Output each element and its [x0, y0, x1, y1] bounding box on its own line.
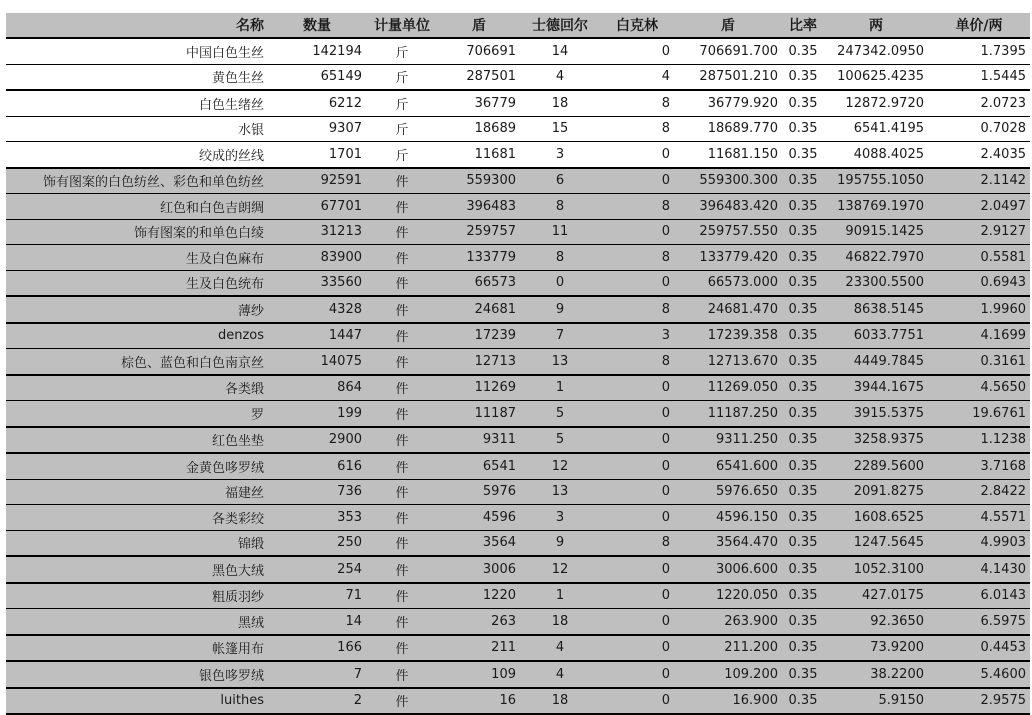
header-dun: 盾 — [438, 13, 520, 38]
cell-unit: 件 — [366, 609, 438, 635]
cell-dun-total: 259757.550 — [674, 219, 782, 245]
cell-unit: 件 — [366, 349, 438, 375]
cell-name: 红色坐垫 — [6, 427, 268, 454]
cell-ratio: 0.35 — [782, 688, 824, 715]
cell-dun-total: 18689.770 — [707, 121, 778, 137]
cell-unit: 斤 — [395, 71, 409, 87]
cell-unit: 斤 — [395, 45, 409, 61]
cell-unit-price: 6.0143 — [928, 583, 1030, 609]
cell-liang: 6541.4195 — [853, 121, 924, 137]
cell-liang: 3258.9375 — [824, 427, 928, 454]
cell-qty: 4328 — [268, 296, 366, 323]
cell-name: 各类缎 — [6, 375, 268, 401]
cell-penning: 8 — [600, 349, 674, 375]
cell-liang: 73.9200 — [824, 635, 928, 662]
cell-unit-price: 4.9903 — [928, 530, 1030, 556]
header-penning: 白克林 — [600, 13, 674, 38]
cell-penning: 0 — [600, 168, 674, 194]
cell-penning: 0 — [661, 43, 670, 59]
cell-dun: 12713 — [438, 349, 520, 375]
header-dun-total: 盾 — [674, 13, 782, 38]
table-row — [6, 64, 1030, 90]
cell-unit: 件 — [366, 296, 438, 323]
cell-unit-price: 0.7028 — [980, 121, 1026, 137]
cell-stuiver: 13 — [520, 349, 600, 375]
cell-unit: 件 — [366, 530, 438, 556]
cell-unit: 件 — [366, 556, 438, 583]
cell-unit-price: 19.6761 — [928, 401, 1030, 427]
cell-unit: 件 — [366, 635, 438, 662]
cell-unit: 斤 — [395, 97, 409, 113]
cell-unit-price: 4.5650 — [928, 375, 1030, 401]
cell-name: 生及白色麻布 — [6, 245, 268, 271]
cell-liang: 8638.5145 — [824, 296, 928, 323]
cell-liang: 4088.4025 — [853, 146, 924, 162]
cell-penning: 8 — [600, 194, 674, 220]
table-row — [6, 479, 1030, 505]
cell-penning: 8 — [600, 245, 674, 271]
cell-unit: 件 — [366, 479, 438, 505]
header-qty: 数量 — [268, 13, 366, 38]
cell-liang: 46822.7970 — [824, 245, 928, 271]
cell-ratio: 0.35 — [788, 146, 818, 162]
cell-name: 生及白色统布 — [6, 270, 268, 296]
cell-stuiver: 1 — [520, 375, 600, 401]
cell-penning: 0 — [600, 635, 674, 662]
header-ratio: 比率 — [782, 13, 824, 38]
cell-dun: 109 — [438, 661, 520, 688]
cell-qty: 6212 — [328, 95, 362, 111]
cell-liang: 92.3650 — [824, 609, 928, 635]
cell-name: 福建丝 — [6, 479, 268, 505]
cell-unit: 斤 — [395, 148, 409, 164]
cell-unit: 件 — [366, 688, 438, 715]
cell-dun-total: 66573.000 — [674, 270, 782, 296]
cell-name: 黄色生丝 — [211, 71, 264, 87]
cell-penning: 0 — [600, 505, 674, 531]
cell-qty: 71 — [268, 583, 366, 609]
cell-qty: 92591 — [268, 168, 366, 194]
cell-unit: 斤 — [395, 123, 409, 139]
cell-ratio: 0.35 — [782, 530, 824, 556]
header-name: 名称 — [6, 13, 268, 38]
cell-name: 棕色、蓝色和白色南京丝 — [6, 349, 268, 375]
cell-stuiver: 8 — [520, 245, 600, 271]
cell-liang: 247342.0950 — [837, 43, 924, 59]
cell-liang: 2289.5600 — [824, 453, 928, 479]
cell-dun: 16 — [438, 688, 520, 715]
table-row — [6, 194, 1030, 220]
cell-unit: 件 — [366, 583, 438, 609]
cell-name: 绞成的丝线 — [198, 148, 264, 164]
cell-unit-price: 1.5445 — [980, 69, 1026, 85]
cell-penning: 0 — [600, 375, 674, 401]
cell-ratio: 0.35 — [782, 168, 824, 194]
cell-unit: 件 — [366, 168, 438, 194]
cell-dun: 24681 — [438, 296, 520, 323]
cell-dun-total: 263.900 — [674, 609, 782, 635]
cell-stuiver: 4 — [555, 69, 565, 85]
cell-unit-price: 3.7168 — [928, 453, 1030, 479]
cell-dun-total: 5976.650 — [674, 479, 782, 505]
cell-ratio: 0.35 — [782, 349, 824, 375]
cell-ratio: 0.35 — [788, 95, 818, 111]
cell-stuiver: 8 — [520, 194, 600, 220]
cell-ratio: 0.35 — [782, 556, 824, 583]
table-row — [6, 116, 1030, 142]
cell-dun: 259757 — [438, 219, 520, 245]
table-row — [6, 375, 1030, 401]
cell-penning: 4 — [661, 69, 670, 85]
cell-ratio: 0.35 — [782, 323, 824, 349]
table-row — [6, 142, 1030, 168]
table-row — [6, 505, 1030, 531]
cell-liang: 3944.1675 — [824, 375, 928, 401]
cell-dun: 11187 — [438, 401, 520, 427]
cell-unit-price: 2.9575 — [928, 688, 1030, 715]
cell-qty: 9307 — [328, 121, 362, 137]
table-row — [6, 90, 1030, 116]
cell-qty: 1701 — [328, 146, 362, 162]
cell-name: 银色哆罗绒 — [6, 661, 268, 688]
cell-ratio: 0.35 — [782, 661, 824, 688]
cell-unit-price: 0.3161 — [928, 349, 1030, 375]
cell-qty: 83900 — [268, 245, 366, 271]
cell-liang: 195755.1050 — [824, 168, 928, 194]
cell-dun-total: 3564.470 — [674, 530, 782, 556]
cell-unit: 件 — [366, 427, 438, 454]
cell-liang: 6033.7751 — [824, 323, 928, 349]
cell-dun-total: 24681.470 — [674, 296, 782, 323]
cell-unit-price: 0.6943 — [928, 270, 1030, 296]
cell-liang: 2091.8275 — [824, 479, 928, 505]
cell-stuiver: 12 — [520, 556, 600, 583]
cell-liang: 1608.6525 — [824, 505, 928, 531]
cell-penning: 8 — [661, 95, 670, 111]
cell-stuiver: 11 — [520, 219, 600, 245]
cell-dun-total: 559300.300 — [674, 168, 782, 194]
cell-unit-price: 2.0723 — [980, 95, 1026, 111]
cell-dun-total: 211.200 — [674, 635, 782, 662]
cell-qty: 33560 — [268, 270, 366, 296]
cell-unit: 件 — [366, 375, 438, 401]
cell-unit-price: 0.5581 — [928, 245, 1030, 271]
cell-stuiver: 15 — [551, 121, 569, 137]
cell-stuiver: 7 — [520, 323, 600, 349]
cell-ratio: 0.35 — [782, 194, 824, 220]
cell-dun: 263 — [438, 609, 520, 635]
table-row — [6, 349, 1030, 375]
cell-qty: 254 — [268, 556, 366, 583]
cell-name: 粗质羽纱 — [6, 583, 268, 609]
cell-stuiver: 18 — [551, 95, 569, 111]
cell-unit: 件 — [366, 245, 438, 271]
table-row — [6, 270, 1030, 296]
table-row — [6, 609, 1030, 635]
cell-dun: 287501 — [466, 69, 516, 85]
cell-dun-total: 11681.150 — [707, 146, 778, 162]
cell-liang: 4449.7845 — [824, 349, 928, 375]
cell-liang: 100625.4235 — [837, 69, 924, 85]
cell-ratio: 0.35 — [782, 583, 824, 609]
cell-unit: 件 — [366, 323, 438, 349]
cell-dun: 4596 — [438, 505, 520, 531]
cell-penning: 8 — [600, 530, 674, 556]
cell-stuiver: 14 — [551, 43, 569, 59]
cell-name: luithes — [6, 688, 268, 715]
cell-qty: 199 — [268, 401, 366, 427]
cell-qty: 616 — [268, 453, 366, 479]
cell-dun: 706691 — [466, 43, 516, 59]
cell-dun-total: 12713.670 — [674, 349, 782, 375]
cell-liang: 1247.5645 — [824, 530, 928, 556]
cell-dun: 211 — [438, 635, 520, 662]
cell-dun-total: 11187.250 — [674, 401, 782, 427]
cell-unit-price: 1.7395 — [980, 43, 1026, 59]
cell-unit: 件 — [366, 194, 438, 220]
cell-name: denzos — [6, 323, 268, 349]
header-unit-price: 单价/两 — [928, 13, 1030, 38]
cell-ratio: 0.35 — [782, 245, 824, 271]
cell-stuiver: 12 — [520, 453, 600, 479]
cell-unit: 件 — [366, 219, 438, 245]
data-table — [6, 13, 1030, 715]
cell-penning: 3 — [600, 323, 674, 349]
cell-stuiver: 18 — [520, 609, 600, 635]
cell-qty: 31213 — [268, 219, 366, 245]
cell-dun: 66573 — [438, 270, 520, 296]
cell-liang: 23300.5500 — [824, 270, 928, 296]
cell-stuiver: 13 — [520, 479, 600, 505]
cell-stuiver: 3 — [520, 505, 600, 531]
cell-stuiver: 6 — [520, 168, 600, 194]
cell-unit: 件 — [366, 401, 438, 427]
cell-ratio: 0.35 — [782, 453, 824, 479]
cell-stuiver: 3 — [555, 146, 565, 162]
cell-qty: 1447 — [268, 323, 366, 349]
cell-penning: 0 — [661, 146, 670, 162]
cell-dun: 396483 — [438, 194, 520, 220]
cell-qty: 736 — [268, 479, 366, 505]
cell-dun: 36779 — [474, 95, 516, 111]
cell-qty: 864 — [268, 375, 366, 401]
table-row — [6, 168, 1030, 194]
cell-qty: 142194 — [312, 43, 362, 59]
cell-dun: 3006 — [438, 556, 520, 583]
cell-name: 红色和白色吉朗绸 — [6, 194, 268, 220]
cell-name: 中国白色生丝 — [185, 45, 264, 61]
cell-ratio: 0.35 — [788, 121, 818, 137]
cell-dun-total: 4596.150 — [674, 505, 782, 531]
header-unit: 计量单位 — [366, 13, 438, 38]
table-row — [6, 583, 1030, 609]
table-header — [6, 13, 1030, 38]
cell-ratio: 0.35 — [782, 609, 824, 635]
table-row — [6, 661, 1030, 688]
cell-stuiver: 1 — [520, 583, 600, 609]
cell-qty: 2900 — [268, 427, 366, 454]
cell-name: 金黄色哆罗绒 — [6, 453, 268, 479]
cell-ratio: 0.35 — [782, 219, 824, 245]
cell-dun: 3564 — [438, 530, 520, 556]
cell-qty: 7 — [268, 661, 366, 688]
cell-dun: 17239 — [438, 323, 520, 349]
cell-ratio: 0.35 — [788, 43, 818, 59]
cell-penning: 0 — [600, 270, 674, 296]
cell-name: 薄纱 — [6, 296, 268, 323]
cell-dun-total: 109.200 — [674, 661, 782, 688]
cell-unit-price: 2.9127 — [928, 219, 1030, 245]
cell-liang: 3915.5375 — [824, 401, 928, 427]
table-row — [6, 245, 1030, 271]
cell-stuiver: 0 — [520, 270, 600, 296]
cell-dun-total: 9311.250 — [674, 427, 782, 454]
cell-ratio: 0.35 — [788, 69, 818, 85]
header-liang: 两 — [824, 13, 928, 38]
cell-qty: 353 — [268, 505, 366, 531]
cell-ratio: 0.35 — [782, 479, 824, 505]
cell-penning: 0 — [600, 583, 674, 609]
cell-dun: 18689 — [474, 121, 516, 137]
cell-dun-total: 1220.050 — [674, 583, 782, 609]
cell-penning: 0 — [600, 219, 674, 245]
cell-dun: 9311 — [438, 427, 520, 454]
cell-qty: 14075 — [268, 349, 366, 375]
cell-dun: 559300 — [438, 168, 520, 194]
cell-penning: 0 — [600, 556, 674, 583]
cell-dun-total: 706691.700 — [699, 43, 778, 59]
cell-unit: 件 — [366, 453, 438, 479]
cell-stuiver: 5 — [520, 427, 600, 454]
cell-stuiver: 9 — [520, 530, 600, 556]
table-row — [6, 427, 1030, 454]
cell-dun-total: 11269.050 — [674, 375, 782, 401]
cell-name: 罗 — [6, 401, 268, 427]
cell-dun: 11269 — [438, 375, 520, 401]
cell-dun: 6541 — [438, 453, 520, 479]
cell-penning: 8 — [600, 296, 674, 323]
cell-liang: 12872.9720 — [845, 95, 924, 111]
cell-ratio: 0.35 — [782, 635, 824, 662]
cell-name: 水银 — [237, 123, 264, 139]
cell-unit-price: 6.5975 — [928, 609, 1030, 635]
cell-unit: 件 — [366, 270, 438, 296]
cell-unit-price: 2.1142 — [928, 168, 1030, 194]
table-row — [6, 530, 1030, 556]
cell-penning: 8 — [661, 121, 670, 137]
cell-penning: 0 — [600, 661, 674, 688]
cell-unit-price: 2.0497 — [928, 194, 1030, 220]
cell-dun: 133779 — [438, 245, 520, 271]
cell-penning: 0 — [600, 609, 674, 635]
cell-penning: 0 — [600, 453, 674, 479]
cell-name: 黑色大绒 — [6, 556, 268, 583]
cell-dun-total: 17239.358 — [674, 323, 782, 349]
table-row — [6, 556, 1030, 583]
table-row — [6, 688, 1030, 715]
cell-dun: 5976 — [438, 479, 520, 505]
cell-name: 白色生绪丝 — [198, 97, 264, 113]
cell-ratio: 0.35 — [782, 427, 824, 454]
table-row — [6, 38, 1030, 64]
cell-dun-total: 6541.600 — [674, 453, 782, 479]
cell-dun-total: 16.900 — [674, 688, 782, 715]
table-row — [6, 323, 1030, 349]
cell-liang: 1052.3100 — [824, 556, 928, 583]
table-row — [6, 401, 1030, 427]
cell-qty: 67701 — [268, 194, 366, 220]
cell-penning: 0 — [600, 688, 674, 715]
cell-unit-price: 0.4453 — [928, 635, 1030, 662]
cell-liang: 5.9150 — [824, 688, 928, 715]
cell-name: 各类彩绞 — [6, 505, 268, 531]
cell-liang: 427.0175 — [824, 583, 928, 609]
table-row — [6, 296, 1030, 323]
cell-unit: 件 — [366, 505, 438, 531]
cell-dun-total: 287501.210 — [699, 69, 778, 85]
cell-stuiver: 5 — [520, 401, 600, 427]
cell-stuiver: 4 — [520, 635, 600, 662]
cell-unit-price: 1.1238 — [928, 427, 1030, 454]
cell-dun-total: 396483.420 — [674, 194, 782, 220]
cell-name: 黑绒 — [6, 609, 268, 635]
cell-stuiver: 9 — [520, 296, 600, 323]
cell-ratio: 0.35 — [782, 375, 824, 401]
cell-qty: 65149 — [320, 69, 362, 85]
cell-unit-price: 5.4600 — [928, 661, 1030, 688]
cell-dun: 11681 — [474, 146, 516, 162]
cell-dun-total: 3006.600 — [674, 556, 782, 583]
cell-dun: 1220 — [438, 583, 520, 609]
cell-name: 锦缎 — [6, 530, 268, 556]
cell-unit-price: 1.9960 — [928, 296, 1030, 323]
cell-ratio: 0.35 — [782, 270, 824, 296]
cell-qty: 166 — [268, 635, 366, 662]
cell-dun-total: 133779.420 — [674, 245, 782, 271]
cell-stuiver: 4 — [520, 661, 600, 688]
cell-liang: 138769.1970 — [824, 194, 928, 220]
cell-liang: 90915.1425 — [824, 219, 928, 245]
cell-name: 饰有图案的白色纺丝、彩色和单色纺丝 — [6, 168, 268, 194]
cell-unit-price: 2.4035 — [980, 146, 1026, 162]
cell-penning: 0 — [600, 479, 674, 505]
table-row — [6, 635, 1030, 662]
cell-qty: 14 — [268, 609, 366, 635]
cell-ratio: 0.35 — [782, 505, 824, 531]
cell-stuiver: 18 — [520, 688, 600, 715]
cell-name: 帐篷用布 — [6, 635, 268, 662]
cell-qty: 2 — [268, 688, 366, 715]
cell-unit: 件 — [366, 661, 438, 688]
cell-unit-price: 4.1699 — [928, 323, 1030, 349]
cell-unit-price: 4.1430 — [928, 556, 1030, 583]
table-row — [6, 453, 1030, 479]
cell-qty: 250 — [268, 530, 366, 556]
cell-penning: 0 — [600, 401, 674, 427]
header-stuiver: 士德回尔 — [520, 13, 600, 38]
cell-penning: 0 — [600, 427, 674, 454]
table-row — [6, 219, 1030, 245]
cell-name: 饰有图案的和单色白绫 — [6, 219, 268, 245]
cell-unit-price: 2.8422 — [928, 479, 1030, 505]
cell-liang: 38.2200 — [824, 661, 928, 688]
cell-unit-price: 4.5571 — [928, 505, 1030, 531]
table-body — [6, 38, 1030, 714]
cell-ratio: 0.35 — [782, 296, 824, 323]
cell-dun-total: 36779.920 — [707, 95, 778, 111]
cell-ratio: 0.35 — [782, 401, 824, 427]
